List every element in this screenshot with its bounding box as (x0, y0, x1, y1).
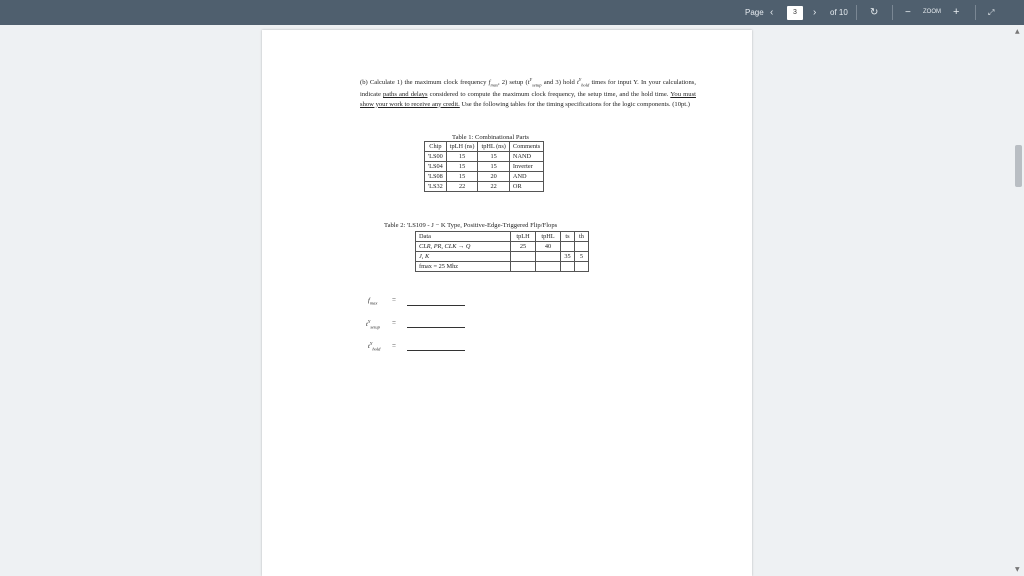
answer-symbol: t (368, 343, 370, 351)
table-header-row (425, 142, 544, 152)
equals-sign: = (392, 342, 396, 350)
table-cell: fmax = 25 Mhz (416, 262, 511, 272)
table-cell: 'LS08 (425, 172, 447, 182)
table-cell: 15 (478, 152, 509, 162)
expand-icon[interactable]: ⤢ (988, 8, 995, 17)
table-header: tpLH (ns) (446, 142, 478, 152)
table-row (416, 252, 589, 262)
table-cell: 15 (446, 172, 478, 182)
answer-symbol: f (368, 297, 370, 304)
answer-subscript: setup (370, 324, 380, 330)
page-label: Page (745, 8, 764, 17)
table-cell: J, K (416, 252, 511, 262)
table-cell (575, 242, 589, 252)
tsetup-answer-line (407, 327, 465, 328)
table-cell: OR (509, 182, 543, 192)
table-cell: 35 (561, 252, 575, 262)
flipflop-table (415, 231, 589, 272)
table-cell: 15 (446, 162, 478, 172)
problem-text-underlined: paths and delays (383, 91, 428, 99)
tsetup-answer-label (366, 319, 380, 330)
equals-sign: = (392, 296, 396, 304)
table-cell: 15 (478, 162, 509, 172)
answer-superscript: Y (369, 341, 373, 346)
problem-text: and 3) hold (541, 79, 577, 87)
table-header: Chip (425, 142, 447, 152)
answer-superscript: Y (367, 319, 371, 324)
fmax-symbol: $f_{max}$ (488, 79, 498, 88)
fmax-answer-label (368, 297, 377, 305)
table-cell: 40 (536, 242, 561, 252)
table1-caption: Table 1: Combinational Parts (452, 134, 530, 141)
table-header: ts (561, 232, 575, 242)
zoom-out-button[interactable]: − (905, 7, 911, 18)
table-cell: 'LS00 (425, 152, 447, 162)
table-cell: 22 (446, 182, 478, 192)
table-cell (511, 252, 536, 262)
table-cell (511, 262, 536, 272)
table-cell (561, 242, 575, 252)
table-row (416, 262, 589, 272)
table-header-row (416, 232, 589, 242)
table-cell (575, 262, 589, 272)
table-row (425, 172, 544, 182)
problem-text: Y. In your calculations, indicate (360, 79, 696, 99)
scroll-up-icon[interactable]: ▲ (1015, 28, 1020, 35)
toolbar-divider (856, 5, 857, 20)
table-cell: 5 (575, 252, 589, 262)
vertical-scrollbar[interactable] (1012, 25, 1024, 576)
table-row (425, 162, 544, 172)
problem-text: Use the following tables for the timing specifications for the logic components. (10pt.) (459, 100, 690, 108)
document-page (262, 30, 752, 576)
equals-sign: = (392, 319, 396, 327)
table-header: Data (416, 232, 511, 242)
problem-statement (360, 75, 696, 109)
rotate-icon[interactable]: ↻ (870, 7, 879, 18)
page-count: of 10 (830, 8, 848, 17)
tsetup-symbol: $t^Y_{setup}$ (527, 77, 542, 88)
table-row (425, 152, 544, 162)
problem-text-underlined: You must show your work to receive any credit. (360, 91, 696, 108)
table-header: tpHL (ns) (478, 142, 509, 152)
combinational-parts-table (424, 141, 544, 192)
answer-symbol: t (366, 321, 368, 329)
scroll-down-icon[interactable]: ▼ (1015, 566, 1020, 573)
next-page-button[interactable]: › (813, 7, 817, 18)
scroll-thumb[interactable] (1015, 145, 1022, 187)
table-cell (536, 262, 561, 272)
table-cell: 22 (478, 182, 509, 192)
table-cell: Inverter (509, 162, 543, 172)
thold-answer-label (368, 341, 380, 352)
table-header: tpLH (511, 232, 536, 242)
table-cell: AND (509, 172, 543, 182)
pdf-toolbar (0, 0, 1024, 25)
zoom-in-button[interactable]: + (953, 6, 960, 18)
thold-answer-line (407, 350, 465, 351)
table-header: Comments (509, 142, 543, 152)
toolbar-divider (975, 5, 976, 20)
table-cell: CLR, PR, CLK → Q (416, 242, 511, 252)
page-number-input[interactable]: 3 (787, 6, 803, 20)
table-cell: 'LS04 (425, 162, 447, 172)
answer-subscript: hold (372, 346, 381, 352)
table-cell (561, 262, 575, 272)
toolbar-divider (892, 5, 893, 20)
fmax-answer-line (407, 305, 465, 306)
problem-text: considered to compute the maximum clock frequency, the setup time, and the hold time. (427, 91, 671, 99)
prev-page-button[interactable]: ‹ (770, 7, 774, 18)
table-cell: 15 (446, 152, 478, 162)
table-cell: 'LS32 (425, 182, 447, 192)
problem-text: , 2) setup ( (497, 79, 528, 87)
table-row (416, 242, 589, 252)
thold-symbol: $t^Y_{hold}$ (576, 77, 590, 88)
table-header: th (575, 232, 589, 242)
table-cell: 20 (478, 172, 509, 182)
problem-text: times for input (589, 79, 634, 87)
table2-caption: Table 2: 'LS109 - J − K Type, Positive-Edge-Triggered Flip/Flops (384, 222, 558, 229)
table-header: tpHL (536, 232, 561, 242)
table-cell: NAND (509, 152, 543, 162)
table-cell (536, 252, 561, 262)
table-cell: 25 (511, 242, 536, 252)
answer-subscript: max (369, 300, 378, 306)
table-row (425, 182, 544, 192)
problem-text: (b) Calculate 1) the maximum clock frequency (360, 79, 489, 87)
zoom-label: ZOOM (923, 9, 941, 15)
